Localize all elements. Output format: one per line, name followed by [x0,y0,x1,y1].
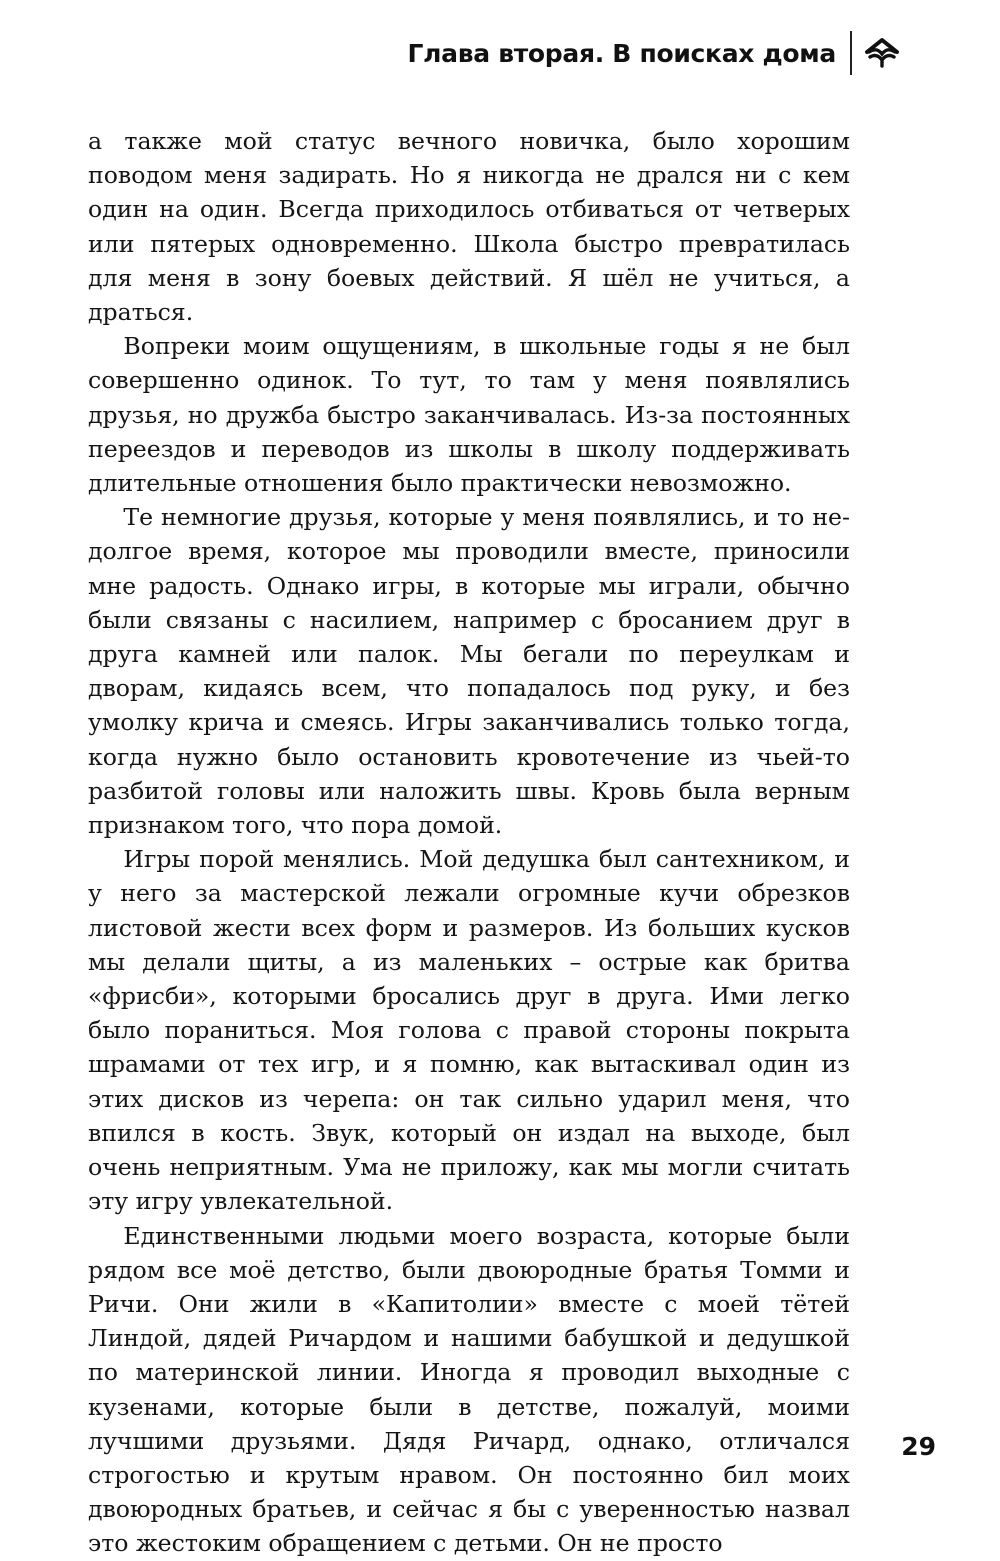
book-emblem-icon [864,35,900,71]
header-divider [850,31,852,75]
paragraph: Вопреки моим ощущениям, в школьные годы я не был совершенно одинок. То тут, то там у меня появлялись друзья, но дружба быстро заканчивалась. Из-за постоянных переездов и переводов из школы в школу поддерживать длительные отношения было практически невозможно. [88,332,850,498]
paragraph: Единственными людьми моего возраста, которые были рядом все моё детство, были двоюродные братья Томми и Ричи. Они жили в «Капитолии» вместе с моей тётей Линдой, дядей Ричардом и нашими бабушкой и дедушкой по материнской линии. Иногда я проводил выходные с кузенами, которые были в детстве, пожалуй, моими лучшими друзьями. Дядя Ричард, однако, отличался строгостью и крутым нравом. Он постоянно бил моих двоюродных братьев, и сейчас я бы с уверенностью назвал это жестоким обращением с детьми. Он не просто [88,1221,850,1558]
paragraph: а также мой статус вечного новичка, было хорошим поводом меня задирать. Но я никогда не дрался ни с кем один на один. Всегда приходилось отбиваться от четверых или пятерых одновременно. Школа быстро превратилась для меня в зону боевых действий. Я шёл не учиться, а драться. [88,127,850,327]
chapter-title: Глава вторая. В поисках дома [407,38,836,68]
page-number: 29 [901,1432,936,1461]
paragraph: Те немногие друзья, которые у меня появлялись, и то недолгое время, которое мы проводили вместе, приносили мне радость. Однако игры, в которые мы играли, обычно были связаны с насилием, например с бросанием друг в друга камней или палок. Мы бегали по переулкам и дворам, кидаясь всем, что попадалось под руку, и без умолку крича и смеясь. Игры заканчивались только тогда, когда нужно было остановить кровотечение из чьей-то разбитой головы или наложить швы. Кровь была верным признаком того, что пора домой. [88,503,850,840]
paragraph: Игры порой менялись. Мой дедушка был сантехником, и у него за мастерской лежали огромные кучи обрезков листовой жести всех форм и размеров. Из больших кусков мы делали щиты, а из маленьких – острые как бритва «фрисби», которыми бросались друг в друга. Ими легко было пораниться. Моя голова с правой стороны покрыта шрамами от тех игр, и я помню, как вытаскивал один из этих дисков из черепа: он так сильно ударил меня, что впился в кость. Звук, который он издал на выходе, был очень неприятным. Ума не приложу, как мы могли считать эту игру увлекательной. [88,845,850,1216]
body-text [88,124,850,1561]
running-header [408,28,901,78]
